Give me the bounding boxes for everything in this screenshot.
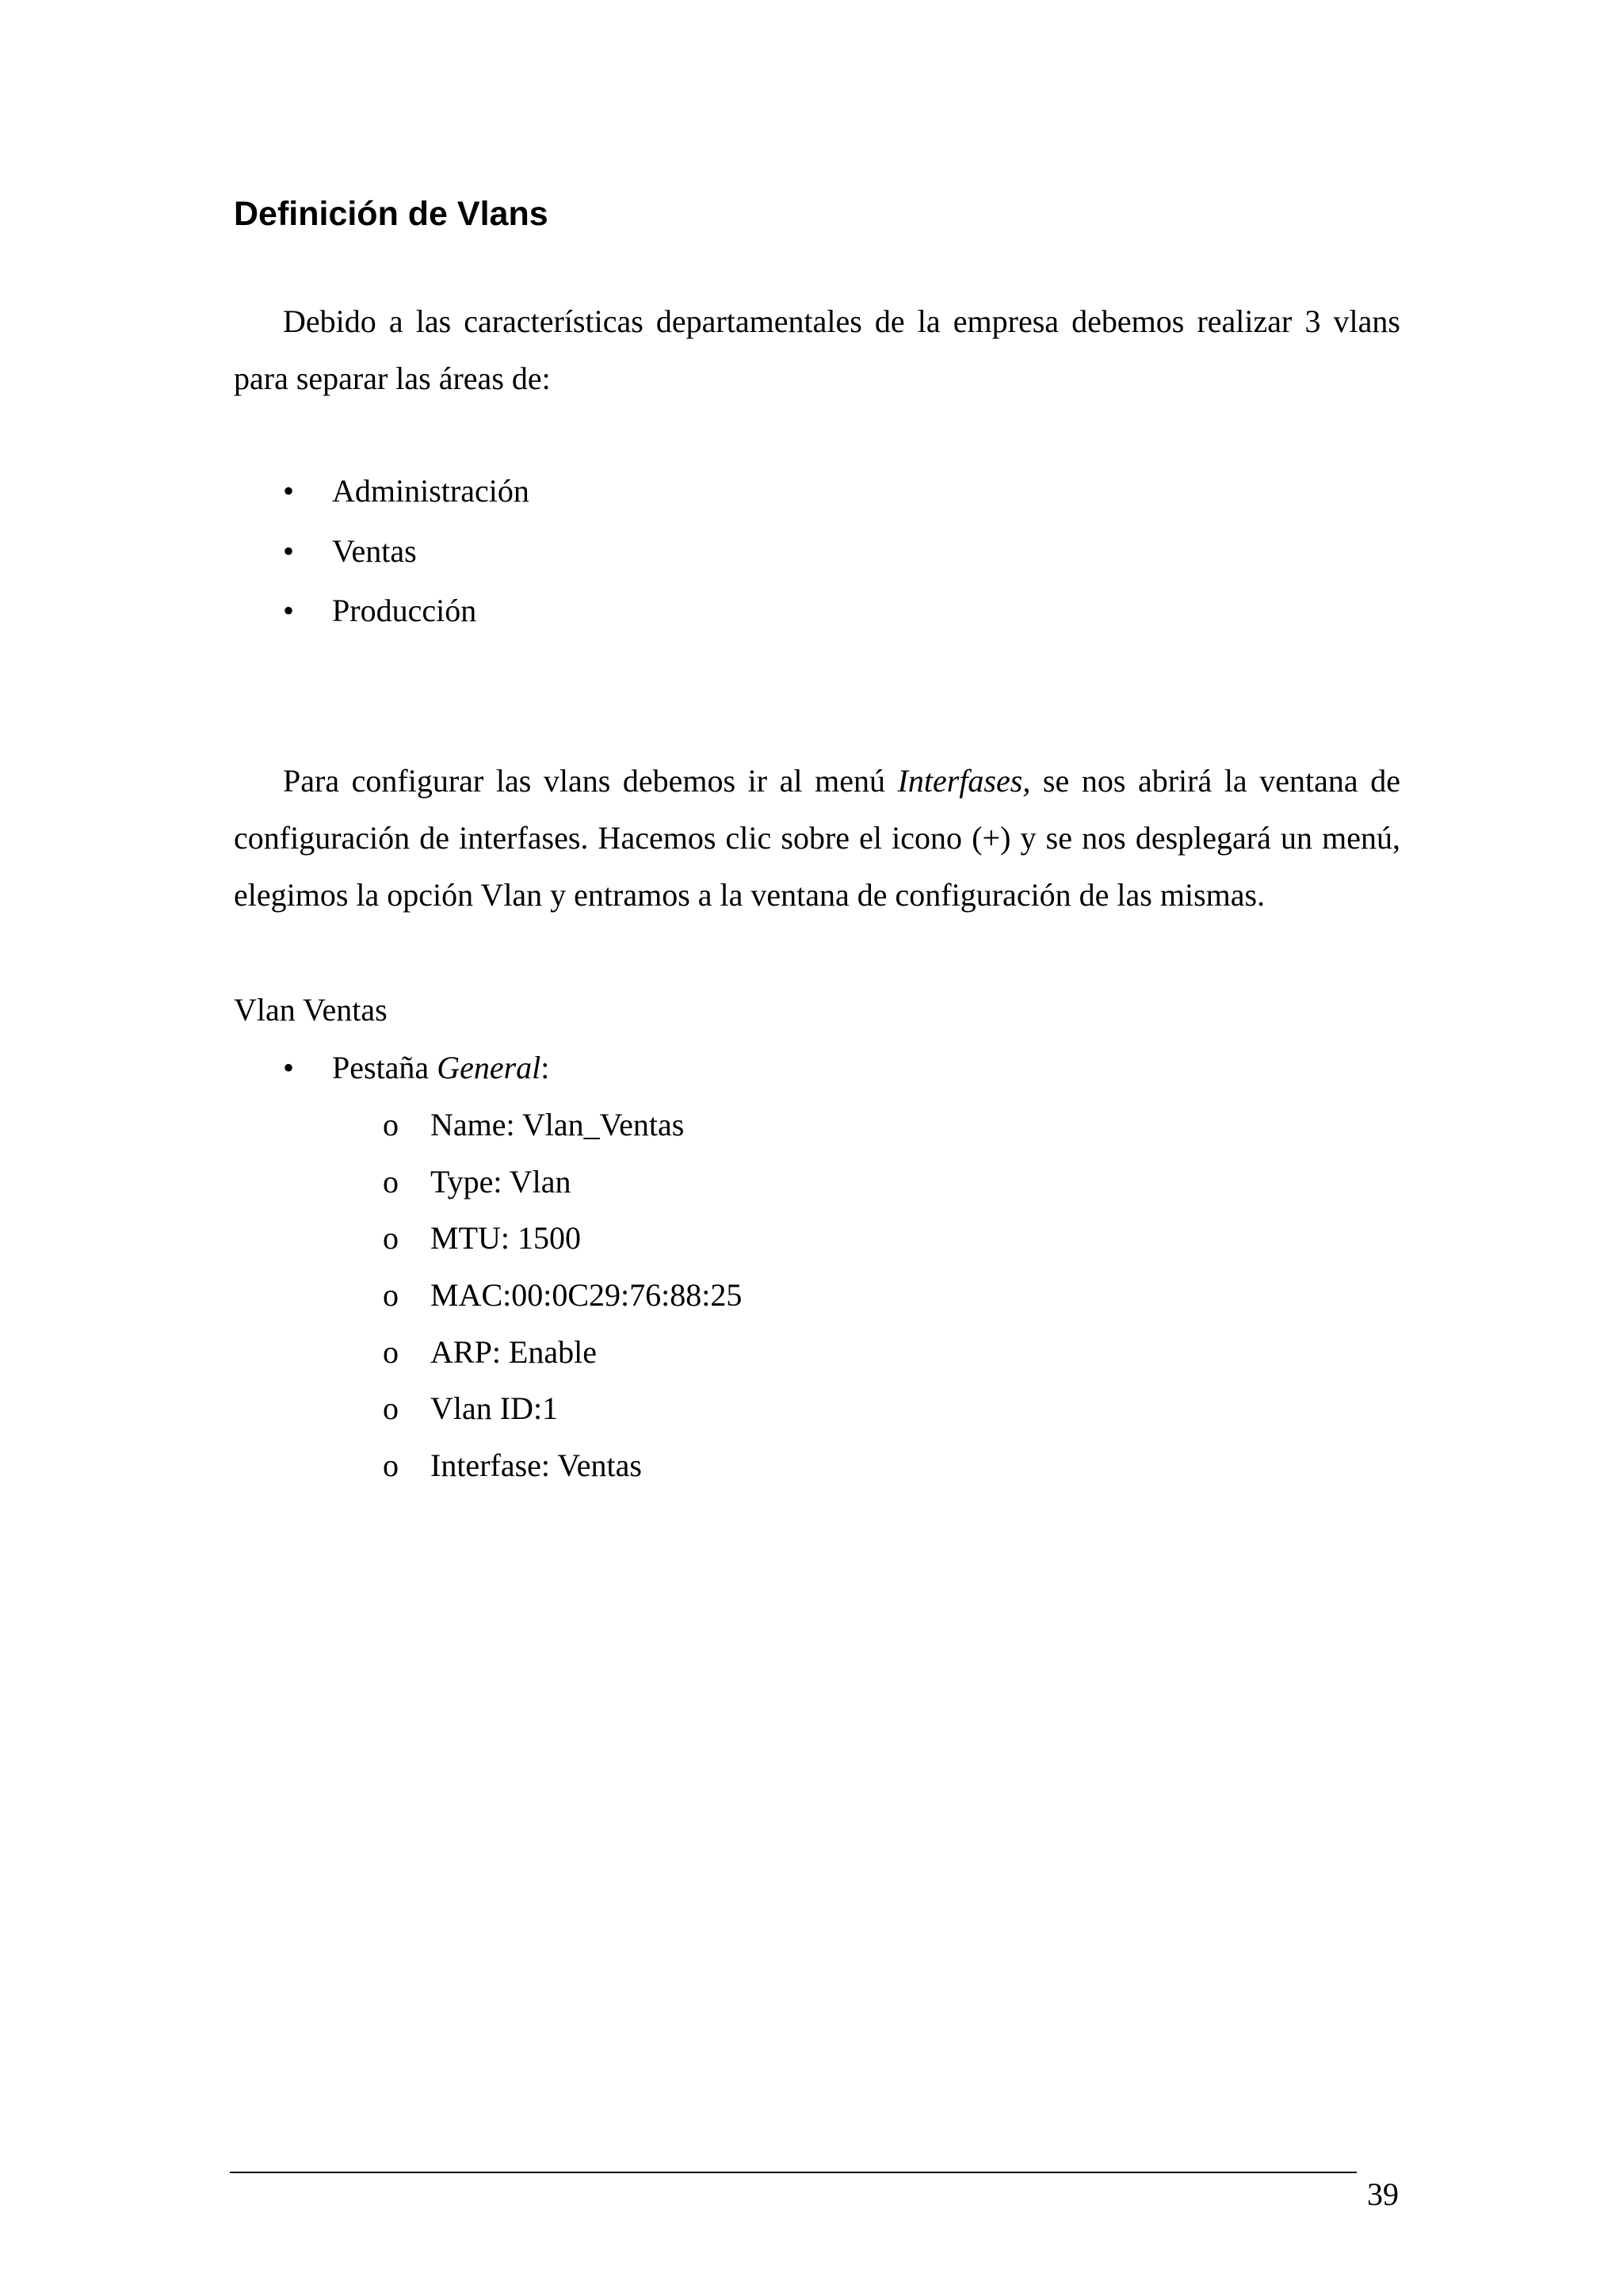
sub-bullet-icon: o (383, 1447, 399, 1483)
tab-line (332, 1044, 549, 1092)
setting-item: ARP: Enable (430, 1334, 597, 1370)
vlan-title: Vlan Ventas (234, 992, 388, 1028)
footer-rule (230, 2172, 1357, 2173)
sub-bullet-icon: o (383, 1107, 399, 1142)
setting-item: Interfase: Ventas (430, 1447, 642, 1483)
page-number: 39 (1367, 2176, 1399, 2212)
section-heading: Definición de Vlans (234, 195, 548, 233)
bullet-icon: • (283, 473, 295, 509)
sub-bullet-icon: o (383, 1334, 399, 1370)
setting-item: MAC:00:0C29:76:88:25 (430, 1277, 743, 1313)
setting-item: Name: Vlan_Ventas (430, 1107, 685, 1142)
sub-bullet-icon: o (383, 1277, 399, 1313)
tab-name: General (437, 1050, 541, 1085)
config-text-before: Para configurar las vlans debemos ir al menú (283, 763, 898, 799)
sub-bullet-icon: o (383, 1390, 399, 1426)
list-item: Ventas (332, 533, 417, 569)
config-text-after: se nos abrirá la ventana de configuración de interfases. Hacemos clic sobre el icono (+) y se nos desplegará un menú, elegimos la opción Vlan y entramos a la ventana de configuración de las mismas. (234, 763, 1400, 913)
bullet-icon: • (283, 593, 295, 628)
config-paragraph (234, 753, 1400, 924)
sub-bullet-icon: o (383, 1164, 399, 1199)
list-item: Administración (332, 473, 529, 509)
menu-name: Interfases, (897, 763, 1031, 799)
sub-bullet-icon: o (383, 1220, 399, 1256)
setting-item: Type: Vlan (430, 1164, 571, 1199)
tab-suffix: : (540, 1050, 550, 1085)
bullet-icon: • (283, 1050, 295, 1085)
list-item: Producción (332, 593, 477, 628)
setting-item: MTU: 1500 (430, 1220, 581, 1256)
setting-item: Vlan ID:1 (430, 1390, 559, 1426)
intro-paragraph: Debido a las características departamentales de la empresa debemos realizar 3 vlans para separar las áreas de: (234, 303, 1400, 396)
bullet-icon: • (283, 533, 295, 569)
tab-prefix: Pestaña (332, 1050, 437, 1085)
